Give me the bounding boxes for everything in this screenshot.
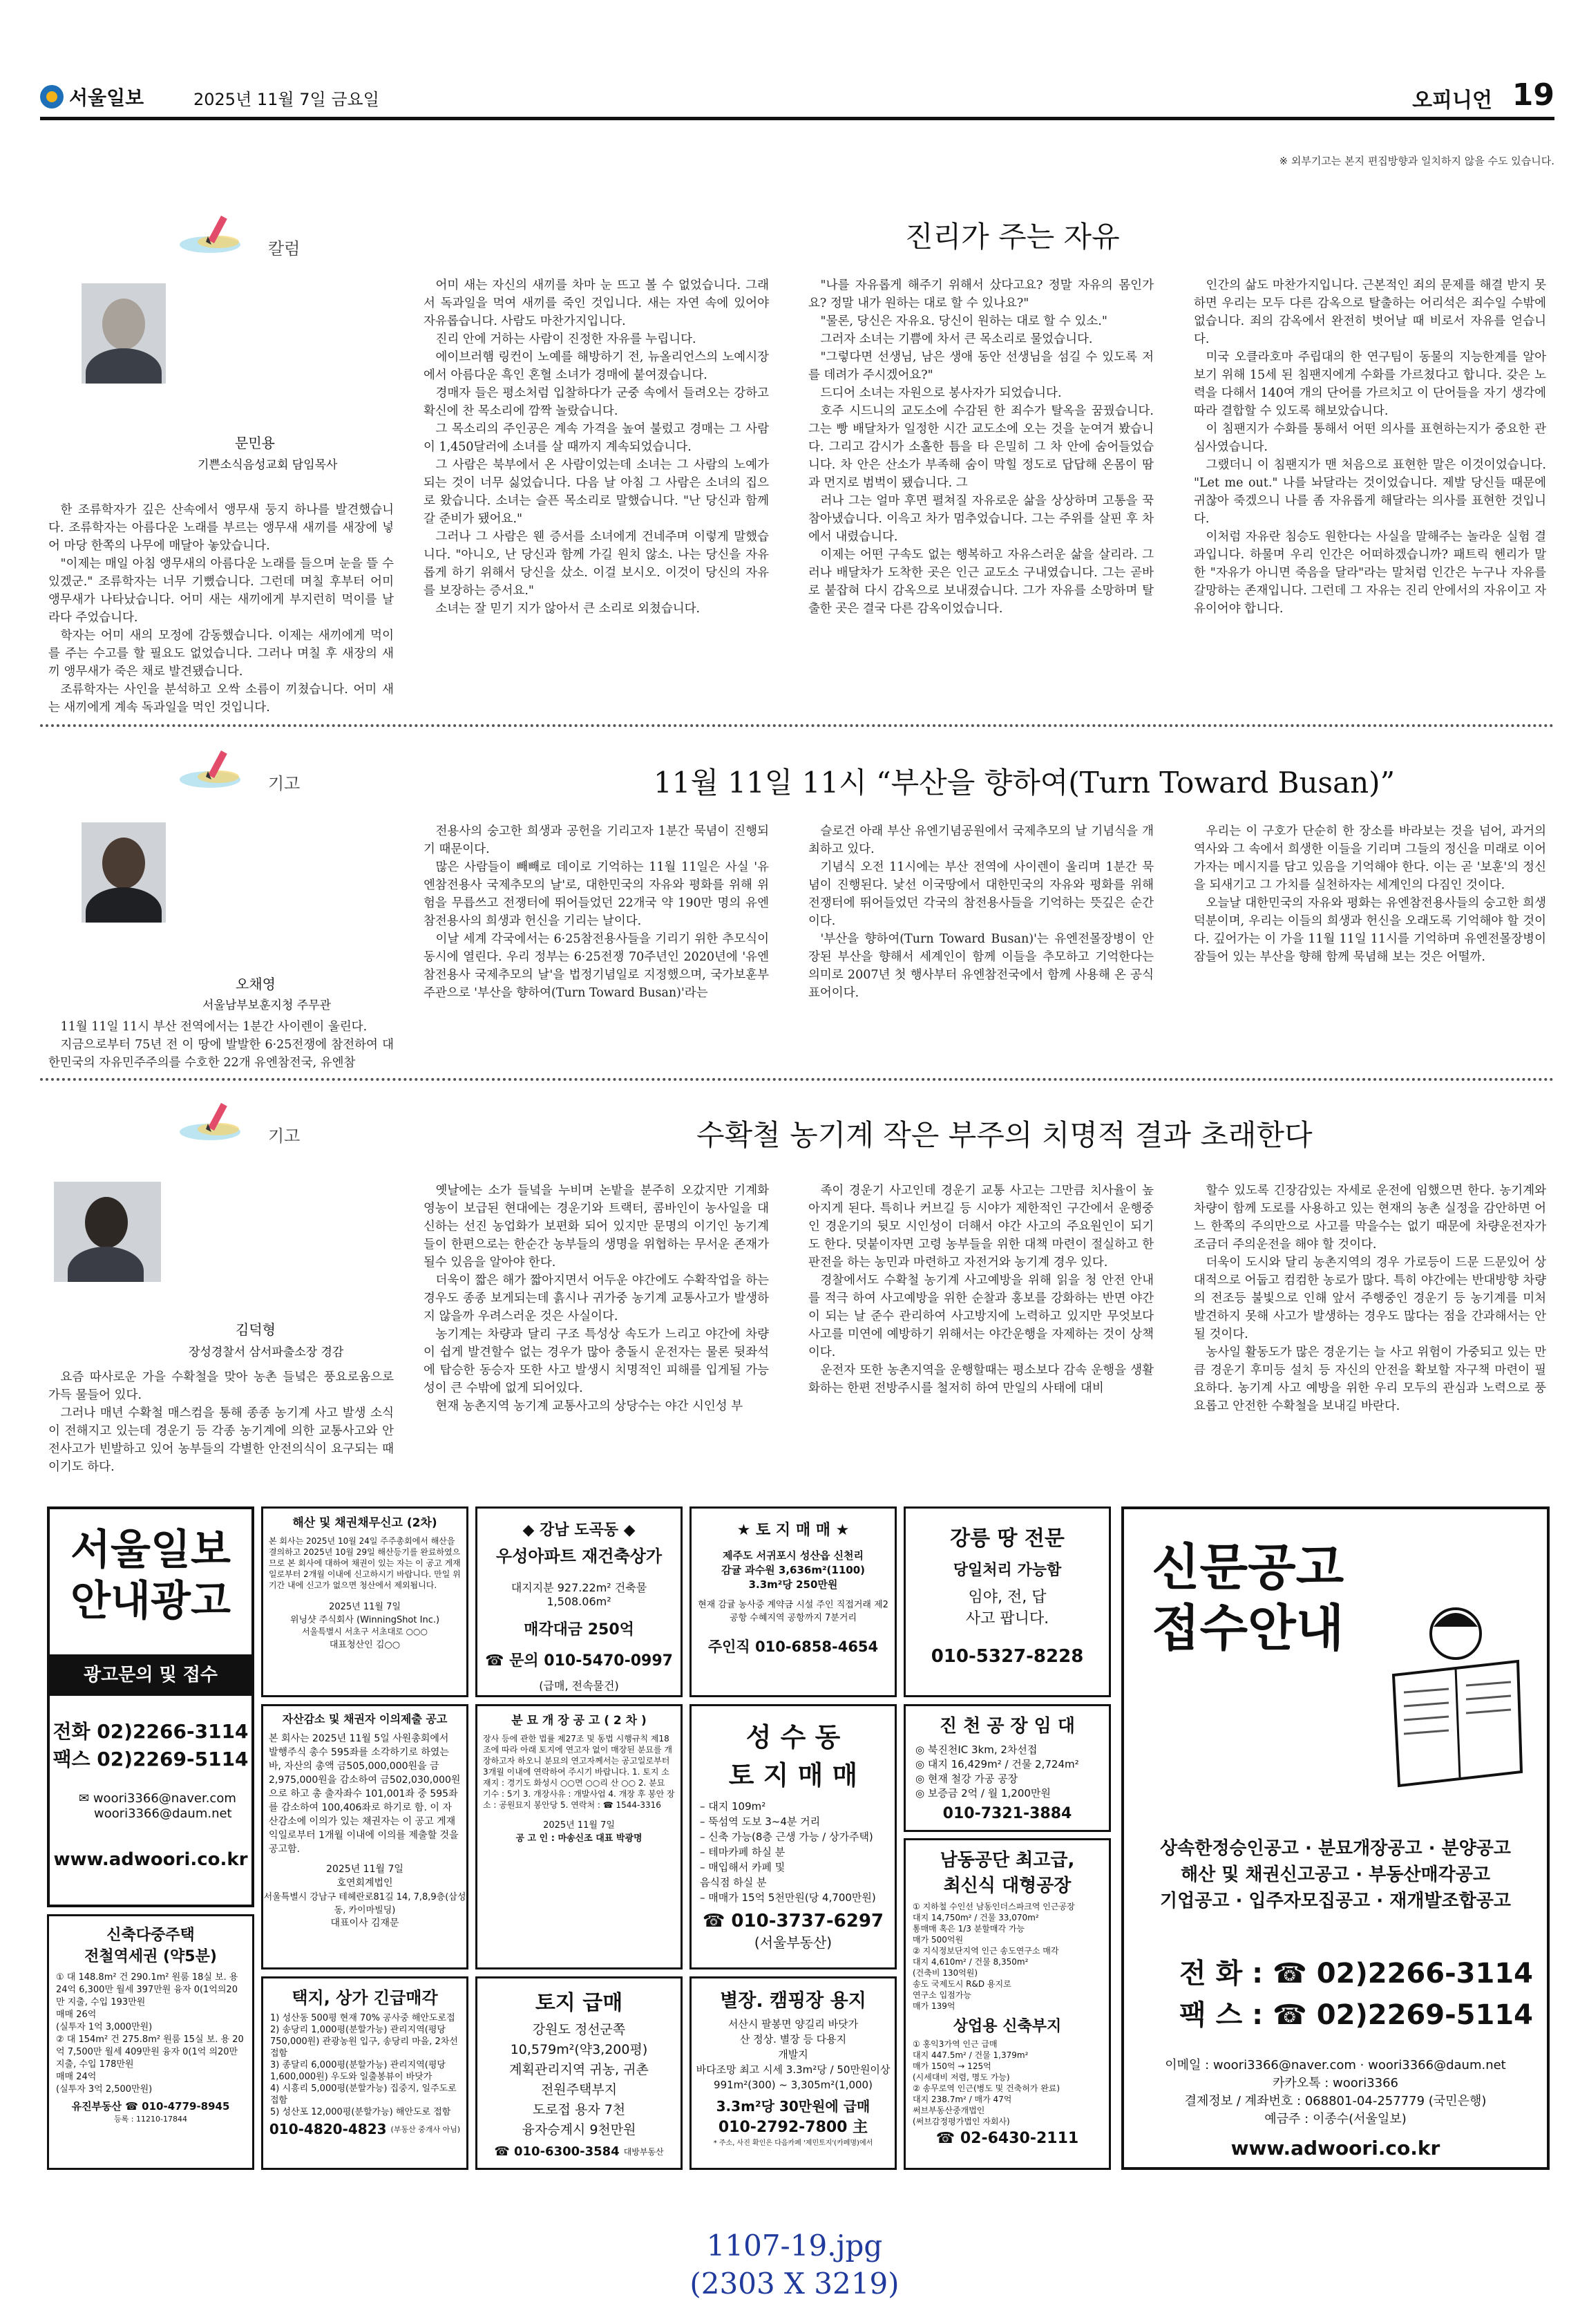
ad-jeju-land: ★ 토 지 매 매 ★ 제주도 서귀포시 성산읍 신천리 감귤 과수원 3,636m²(1100) 3.3m²당 250만원 현재 감귤 농사중 계약금 시설 주인 직접거래 제2공항 수혜지역 공항까지 7분거리 주인직 010-6858-4654 — [689, 1506, 897, 1697]
paragraph: 농기계는 차량과 달리 구조 특성상 속도가 느리고 야간에 차량이 쉽게 발견할수 없는 경우가 많아 충돌시 운전자는 물론 뒷좌석에 탑승한 동승자 또한 사고 발생시 치명적인 피해를 입게될 가능성이 큰 수밖에 없게 되어있다. — [424, 1328, 769, 1395]
paragraph: 11월 11일 11시 부산 전역에서는 1분간 사이렌이 울린다. — [60, 1020, 368, 1034]
list-item: 10,579m²(약3,200평) — [510, 2042, 648, 2057]
kicker: 기고 — [178, 739, 358, 802]
list-item: 써브부동산중개법인 — [913, 2106, 985, 2115]
paragraph: 전용사의 숭고한 희생과 공헌을 기리고자 1분간 묵념이 진행되기 때문이다. — [424, 824, 769, 856]
paragraph: 한 조류학자가 깊은 산속에서 앵무새 둥지 하나를 발견했습니다. 조류학자는 아름다운 노래를 부르는 앵무새 새끼를 새장에 넣어 마당 한쪽의 나무에 매달아 놓았습니다. — [48, 503, 394, 553]
list-item: 개발지 — [778, 2048, 808, 2061]
article-contribution — [40, 739, 1554, 1070]
list-item: (써브감정평가법인 자회사) — [913, 2117, 1010, 2126]
text-column — [48, 501, 394, 717]
list-item: – 테마카페 하실 분 — [700, 1846, 786, 1858]
list-item: 2) 송당리 1,000평(분할가능) 관리지역(평당 750,000원) 관광농원 입구, 송당리 마을, 2차선 접함 — [270, 2025, 458, 2059]
newspaper-reader-icon — [1380, 1599, 1532, 1793]
paragraph: 이처럼 자유란 침승도 원한다는 사실을 말해주는 놀라운 실험 결과입니다. 하물며 우리 인간은 어떠하겠습니까? 패트릭 헨리가 말한 "자유가 아니면 죽음을 달라"라는 말처럼 인간은 누구나 자유를 갈망하는 존재입니다. 그런데 그 자유는 진리 안에서의 자유이고 자유이어야 합니다. — [1194, 530, 1546, 616]
paper-logo — [40, 80, 144, 113]
divider — [40, 724, 1554, 727]
text-column — [424, 822, 769, 1002]
divider — [40, 1078, 1554, 1081]
list-item: 5) 성산포 12,000평(분할가능) 해안도로 접함 — [270, 2107, 451, 2117]
text-column — [424, 1182, 769, 1415]
list-item: 대지 14,750m² / 건물 33,070m² — [913, 1913, 1039, 1923]
paragraph: 진리 안에 거하는 사람이 진정한 자유를 누립니다. — [435, 332, 696, 346]
list-item: 강원도 정선군쪽 — [532, 2022, 626, 2037]
kicker: 칼럼 — [178, 205, 358, 267]
list-item: 4) 시흥리 5,000평(분할가능) 집중지, 일주도로 접함 — [270, 2084, 457, 2106]
list-item: 1) 성산동 500평 현재 70% 공사중 해안도로접 — [270, 2013, 455, 2023]
paragraph: 에이브러햄 링컨이 노예를 해방하기 전, 뉴올리언스의 노예시장에서 아름다운 흑인 혼혈 소녀가 경매에 붙여졌습니다. — [424, 350, 769, 382]
list-item: 3) 종달리 6,000평(분할가능) 관리지역(평당 1,600,000원) 우도와 일출봉뷰이 바닷가 — [270, 2060, 446, 2082]
paragraph: 경찰에서도 수확철 농기계 사고예방을 위해 읽을 청 안전 안내를 적극 하여 사고예방을 위한 순찰과 홍보를 강화하는 반면 야간이 되는 날 준수 관리하여 사고방지에 노력하고 있지만 무엇보다 사고를 미연에 예방하기 위해서는 야간운행을 자제하는 것이 상책이다. — [808, 1274, 1154, 1359]
paragraph: 이 침팬지가 수화를 통해서 어떤 의사를 표현하는지가 중요한 관심사였습니다. — [1194, 422, 1546, 454]
article-column — [40, 173, 1554, 726]
ad-gangneung-land: 강릉 땅 전문 당일처리 가능함 임야, 전, 답 사고 팝니다. 010-5327-8228 — [904, 1506, 1111, 1697]
ad-notice-info: 신문공고 접수안내 상속한정승인공고 · 분묘개장공고 · 분양공고 해산 및 채권신고공고 · 부동산매각공고 기업공고 · 입주자모집공고 · 재개발조합공고 전 화 : ☎ 02)2266-3114 팩 스 : ☎ 02)2269-5114 이메일 : woori3366@naver.com · woori3366@daum.net 카카오톡 : woori3366 결제정보 / 계좌번호 : 068801-04-257779 (국민은행) 예금주 : 이종수(서울일보) www.adwoori.co.kr — [1121, 1506, 1550, 2170]
size-caption: (2303 X 3219) — [689, 2267, 900, 2301]
paragraph: 어미 새는 자신의 새끼를 차마 눈 뜨고 볼 수 없었습니다. 그래서 독과일을 먹여 새끼를 죽인 것입니다. 새는 자연 속에 있어야 자유롭습니다. 사람도 마찬가지입니다. — [424, 278, 769, 328]
list-item: 매가 150억 → 125억 — [913, 2061, 991, 2071]
author-title: 기쁜소식음성교회 담임목사 — [198, 458, 338, 472]
paragraph: 경매자 들은 평소처럼 입찰하다가 군중 속에서 들려오는 강하고 확신에 찬 목소리에 깜짝 놀랐습니다. — [424, 386, 769, 418]
page-number: 19 — [1512, 77, 1554, 113]
paragraph: 더욱이 짧은 해가 짧아지면서 어두운 야간에도 수확작업을 하는 경우도 종종 보게되는데 흙시나 귀가중 농기계 교통사고가 발생하지 않을까 우려스러운 것은 사실이다. — [424, 1274, 769, 1323]
masthead — [40, 77, 1554, 120]
list-item: ② 송무로역 인근(병도 및 건축허가 완료) — [913, 2084, 1060, 2093]
text-column — [808, 1182, 1154, 1397]
paragraph: 그러자 소녀는 기쁨에 차서 큰 목소리로 물었습니다. — [820, 332, 1093, 346]
author-name: 김덕형 — [236, 1321, 276, 1338]
paragraph: 조류학자는 사인을 분석하고 오싹 소름이 끼쳤습니다. 어미 새는 새끼에게 계속 독과일을 먹인 것입니다. — [48, 683, 394, 715]
list-item: 대지 238.7m² / 매가 47억 — [913, 2095, 1012, 2104]
paragraph: 슬로건 아래 부산 유엔기념공원에서 국제추모의 날 기념식을 개최하고 있다. — [808, 824, 1154, 856]
paragraph: "이제는 매일 아침 앵무새의 아름다운 노래를 들으며 눈을 뜰 수 있겠군." 조류학자는 너무 기뻤습니다. 그런데 며칠 후부터 어미 앵무새가 나타났습니다. 어미 새는 새끼에게 부지런히 먹이를 날라다 주었습니다. — [48, 557, 394, 625]
paragraph: 우리는 이 구호가 단순히 한 장소를 바라보는 것을 넘어, 과거의 역사와 그 속에서 희생한 이들을 기리며 그들의 정신을 미래로 이어가자는 메시지를 담고 있음을 기억해야 한다. 이는 곧 '보훈'의 정신을 되새기고 그 가치를 실천하자는 세계인의 다짐인 것이다. — [1194, 824, 1546, 892]
paragraph: 그랬더니 이 침팬지가 맨 처음으로 표현한 말은 이것이었습니다. "Let me out." 나를 놔달라는 것이었습니다. 제발 당신들 때문에 귀찮아 죽겠으니 나를 좀 자유롭게 해달라는 의사를 표현한 것입니다. — [1194, 458, 1546, 526]
ad-grave-relocation: 분 묘 개 장 공 고 ( 2 차 ) 장사 등에 관한 법률 제27조 및 동법 시행규칙 제18조에 따라 아래 토지에 연고자 없이 매장된 분묘를 개장하고자 하오니 분묘의 연고자께서는 공고일로부터 3개월 이내에 연락하여 주시기 바랍니다. 1. 토지 소재지 : 경기도 화성시 ○○면 ○○리 산 ○○ 2. 분묘 기수 : 5기 3. 개장사유 : 개발사업 4. 개장 후 봉안 장소 : 공원묘지 봉안당 5. 연락처 : ☎ 1544-3316 2025년 11월 7일 공 고 인 : 마송신조 대표 박광명 — [475, 1704, 683, 1969]
headline: 11월 11일 11시 “부산을 향하여(Turn Toward Busan)” — [654, 766, 1396, 800]
list-item: 매매 24억 — [56, 2072, 97, 2082]
paragraph: 농사일 활동도가 많은 경운기는 늘 사고 위험이 가중되고 있는 만큼 경운기 후미등 설치 등 자신의 안전을 확보할 자구책 마련이 필요하다. 농기계 사고 예방을 위한 우리 모두의 관심과 노력으로 풍요롭고 안전한 수확철을 보내길 바란다. — [1194, 1345, 1546, 1413]
paper-name: 서울일보 — [69, 86, 144, 109]
ad-dissolution-notice: 해산 및 채권채무신고 (2차) 본 회사는 2025년 10월 24일 주주총회에서 해산을 결의하고 2025년 10월 29일 해산등기를 완료하였으므로 본 회사에 대하여 채권이 있는 자는 이 공고 게재일로부터 2개월 이내에 신고하시기 바랍니다. 만일 위 기간 내에 신고가 없으면 청산에서 제외됩니다. 2025년 11월 7일 위닝샷 주식회사 (WinningShot Inc.) 서울특별시 서초구 서초대로 ○○○ 대표청산인 김○○ — [261, 1506, 468, 1697]
paragraph: 인간의 삶도 마찬가지입니다. 근본적인 죄의 문제를 해결 받지 못하면 우리는 모두 다른 감옥으로 탈출하는 어리석은 죄수일 수밖에 없습니다. 죄의 감옥에서 완전히 벗어날 때 비로서 자유를 얻습니다. — [1194, 278, 1546, 346]
ad-main-box: 서울일보 안내광고 광고문의 및 접수 전화 02)2266-3114 팩스 02)2269-5114 ✉ woori3366@naver.com woori3366@daum.net www.adwoori.co.kr — [47, 1506, 254, 1907]
list-item: ① 대 148.8m² 건 290.1m² 원룸 18실 보. 용 24억 6,300만 월세 397만원 융자 0(1억의20만 지출, 수입 193만원 — [56, 1972, 238, 2007]
pen-icon — [178, 746, 275, 791]
list-item: – 매매가 15억 5천만원(당 4,700만원) — [700, 1891, 876, 1904]
paragraph: 러나 그는 얼마 후면 펼쳐질 자유로운 삶을 상상하며 고통을 꾹 참아냈습니다. 이윽고 차가 멈추었습니다. 그는 주위를 살핀 후 차에서 내렸습니다. — [808, 494, 1154, 544]
paragraph: 오늘날 대한민국의 자유와 평화는 유엔참전용사들의 숭고한 희생 덕분이며, 우리는 이들의 희생과 헌신을 오래도록 기억해야 할 것이다. 깊어가는 이 가을 11월 11일 11시를 기억하며 유엔전몰장병이 잠들어 있는 부산을 향해 함께 묵념해 보는 것은 어떨까. — [1194, 896, 1546, 964]
ad-jincheon-factory: 진 천 공 장 임 대 ◎ 북진천IC 3km, 2차선접 ◎ 대지 16,429m² / 건물 2,724m² ◎ 현재 철강 가공 공장 ◎ 보증금 2억 / 월 1,200만원 010-7321-3884 — [904, 1704, 1111, 1832]
paragraph: 더욱이 도시와 달리 농촌지역의 경우 가로등이 드문 드문있어 상대적으로 어둡고 컴컴한 농로가 많다. 특히 야간에는 반대방향 차량의 전조등 불빛으로 인해 앞서 주행중인 경운기 등 농기계를 미처 발견하지 못해 사고가 발생하는 경우도 많다는 점을 간과해서는 안될 것이다. — [1194, 1256, 1546, 1341]
paragraph: 운전자 또한 농촌지역을 운행할때는 평소보다 감속 운행을 생활화하는 한편 전방주시를 철저히 하여 만일의 사태에 대비 — [808, 1363, 1154, 1395]
ad-namdong-factory: 남동공단 최고급, 최신식 대형공장 ① 지하철 수인선 남동인더스파크역 인근공장 대지 14,750m² / 건물 33,070m² 통매매 혹은 1/3 분할매각 가능 매가 500억원 ② 지식정보단지역 인근 송도연구소 매각 대지 4,610m² / 건물 8,350m² (건축비 130억원) 송도 국제도시 R&D 용지로 연구소 입점가능 매가 139억 상업용 신축부지 ① 홍익3가역 인근 급매 대지 447.5m² / 건물 1,379m² 매가 150억 → 125억 (시세대비 저렴, 명도 가능) ② 송무로역 인근(병도 및 건축허가 완료) 대지 238.7m² / 매가 47억 써브부동산중개법인 (써브감정평가법인 자회사) ☎ 02-6430-2111 — [904, 1838, 1111, 2170]
paragraph: 그 목소리의 주인공은 계속 가격을 높여 불렀고 경매는 그 사람이 1,450달러에 소녀를 살 때까지 계속되었습니다. — [424, 422, 769, 454]
list-item: 융자승계시 9천만원 — [522, 2122, 636, 2137]
text-column — [808, 276, 1154, 618]
list-item: ◎ 북진천IC 3km, 2차선접 — [915, 1744, 1038, 1756]
list-item: 도로접 용자 7천 — [532, 2102, 626, 2117]
paragraph: 지금으로부터 75년 전 이 땅에 발발한 6·25전쟁에 참전하여 대한민국의 자유민주주의를 수호한 22개 유엔참전국, 유엔참 — [48, 1038, 394, 1070]
list-item: 대지 4,610m² / 건물 8,350m² — [913, 1957, 1029, 1967]
author-name: 문민용 — [235, 435, 275, 451]
list-item: ◎ 보증금 2억 / 월 1,200만원 — [915, 1787, 1051, 1799]
ad-land-urgent-sale: 택지, 상가 긴급매각 1) 성산동 500평 현재 70% 공사중 해안도로접 2) 송당리 1,000평(분할가능) 관리지역(평당 750,000원) 관광농원 입구, 송당리 마을, 2차선 접함 3) 종달리 6,000평(분할가능) 관리지역(평당 1,600,000원) 우도와 일출봉뷰이 바닷가 4) 시흥리 5,000평(분할가능) 집중지, 일주도로 접함 5) 성산포 12,000평(분할가능) 해안도로 접함 010-4820-4823 (부동산 중개사 아님) — [261, 1976, 468, 2170]
list-item: – 신축 가능(8층 근생 가능 / 상가주택) — [700, 1831, 873, 1843]
kicker: 기고 — [178, 1092, 358, 1154]
headline: 진리가 주는 자유 — [905, 220, 1120, 254]
paragraph: 현재 농촌지역 농기계 교통사고의 상당수는 야간 시인성 부 — [435, 1399, 743, 1413]
author-name: 오채영 — [236, 976, 276, 992]
text-column — [424, 276, 769, 618]
issue-date: 2025년 11월 7일 금요일 — [193, 90, 379, 109]
ad-capital-reduction: 자산감소 및 채권자 이의제출 공고 본 회사는 2025년 11월 5일 사원총회에서 발행주식 총수 595좌를 소각하기로 하였는바, 자산의 총액 금505,000,000원을 금2,975,000원을 감소하여 금502,030,000원으로 하고 총 출자좌수 101,001좌 중 595좌를 감소하여 100,406좌로 하기로 함. 이 자산감소에 이의가 있는 채권자는 이 공고 게재 익일로부터 1개월 이내에 이의를 제출할 것을 공고함. 2025년 11월 7일 호연회계법인 서울특별시 강남구 테헤란로81길 14, 7,8,9층(삼성동, 카이마빌딩) 대표이사 김재문 — [261, 1704, 468, 1969]
list-item: 음식점 하실 분 — [700, 1876, 767, 1889]
author-photo — [54, 1182, 161, 1282]
ad-seongsu-land: 성 수 동 토 지 매 매 – 대지 109m² – 뚝섬역 도보 3~4분 거리 – 신축 가능(8층 근생 가능 / 상가주택) – 테마카페 하실 분 – 매입해서 카페 및 음식점 하실 분 – 매매가 15억 5천만원(당 4,700만원) ☎ 010-3737-6297 (서울부동산) — [689, 1704, 897, 1969]
text-column — [808, 822, 1154, 1002]
paragraph: 이제는 어떤 구속도 없는 행복하고 자유스러운 삶을 살리라. 그러나 배달차가 도착한 곳은 인근 교도소 구내였습니다. 그는 곧바로 붙잡혀 다시 감옥으로 보내졌습니다. 그가 자유를 소망하며 탈출한 곳은 결국 다른 감옥이었습니다. — [808, 548, 1154, 616]
paragraph: 기념식 오전 11시에는 부산 전역에 사이렌이 울리며 1분간 묵념이 진행된다. 낯선 이국땅에서 대한민국의 자유와 평화를 위해 전쟁터에 뛰어들었던 각국의 참전용사들을 기억하는 뜻깊은 순간이다. — [808, 860, 1154, 928]
paragraph: 많은 사람들이 빼빼로 데이로 기억하는 11월 11일은 사실 '유엔참전용사 국제추모의 날'로, 대한민국의 자유와 평화를 위해 위험을 무릅쓰고 전쟁터에 뛰어들었던 22개국 약 190만 명의 유엔참전용사의 희생과 헌신을 기리는 날이다. — [424, 860, 769, 928]
author-photo — [82, 822, 166, 923]
article-contribution — [40, 1092, 1554, 1493]
author-title: 서울남부보훈지청 주무관 — [202, 999, 332, 1012]
paragraph: 학자는 어미 새의 모정에 감동했습니다. 이제는 새끼에게 먹이를 주는 수고를 할 필요도 없었습니다. 그러나 며칠 후 새장의 새끼 앵무새가 죽은 채로 발견됐습니다. — [48, 629, 394, 679]
author-title: 장성경찰서 삼서파출소장 경감 — [189, 1345, 344, 1359]
pen-icon — [178, 1099, 275, 1143]
disclaimer: ※ 외부기고는 본지 편집방향과 일치하지 않을 수도 있습니다. — [1279, 155, 1554, 167]
author-photo — [82, 283, 166, 384]
paragraph: 그러나 그 사람은 웬 증서를 소녀에게 건네주며 이렇게 말했습니다. "아니오, 난 당신과 함께 가길 원치 않소. 나는 당신을 자유롭게 하기 위해서 당신을 샀소. 이걸 보시오. 이것이 당신의 자유를 보장하는 증서요." — [424, 530, 769, 598]
list-item: – 매입해서 카페 및 — [700, 1861, 786, 1873]
list-item: 연구소 입점가능 — [913, 1990, 971, 2000]
list-item: 매가 139억 — [913, 2001, 955, 2011]
list-item: 대지 447.5m² / 건물 1,379m² — [913, 2050, 1029, 2060]
classified-ads — [40, 1500, 1554, 2177]
ad-multi-house: 신축다중주택 전철역세권 (약5분) ① 대 148.8m² 건 290.1m² 원룸 18실 보. 용 24억 6,300만 월세 397만원 융자 0(1억의20만 지출, 수입 193만원 매매 26억 (실투자 1억 3,000만원) ② 대 154m² 건 275.8m² 원룸 15실 보. 용 20억 7,500만 월세 409만원 융자 0(1억 의20만 지출, 수입 178만원 매매 24억 (실투자 3억 2,500만원) 유진부동산 ☎ 010-4779-8945 등록 : 11210-17844 — [47, 1914, 254, 2170]
paragraph: 소녀는 잘 믿기 지가 않아서 큰 소리로 외쳤습니다. — [435, 602, 701, 616]
list-item: (실투자 1억 3,000만원) — [56, 2022, 153, 2032]
list-item: ② 대 154m² 건 275.8m² 원룸 15실 보. 용 20억 7,500만 월세 409만원 융자 0(1억 의20만 지출, 수입 178만원 — [56, 2034, 244, 2070]
paragraph: 그러나 매년 수확철 매스컴을 통해 종종 농기계 사고 발생 소식이 전해지고 있는데 경운기 등 각종 농기계에 의한 교통사고와 안전사고가 빈발하고 있어 농부들의 각별한 안전의식이 요구되는 때이기도 하다. — [48, 1406, 394, 1474]
paragraph: 할수 있도록 긴장감있는 자세로 운전에 임했으면 한다. 농기계와 차량이 함께 도로를 사용하고 있는 현재의 농촌 실정을 감안하면 어느 한쪽의 주의만으로 사고를 막을수는 없기 때문에 차량운전자가 조금더 주의운전을 해야 할 것이다. — [1194, 1184, 1546, 1251]
list-item: ◎ 현재 철강 가공 공장 — [915, 1773, 1018, 1785]
list-item: – 뚝섬역 도보 3~4분 거리 — [700, 1815, 821, 1828]
paragraph: "나를 자유롭게 해주기 위해서 샀다고요? 정말 자유의 몸인가요? 정말 내가 원하는 대로 할 수 있나요?" — [808, 278, 1154, 310]
mail-icon: ✉ — [79, 1791, 90, 1806]
logo-icon — [40, 85, 64, 108]
list-item: 전원주택부지 — [540, 2082, 618, 2097]
list-item: (시세대비 저렴, 명도 가능) — [913, 2072, 1010, 2082]
paragraph: 족이 경운기 사고인데 경운기 교통 사고는 그만큼 치사율이 높아지게 된다. 특히나 커브길 등 시야가 제한적인 구간에서 운행중인 경운기의 뒷모 시인성이 더해서 야간 사고의 주요원인이 되기도 한다. 덧붙이자면 고령 농부들을 위한 대책 마련이 절실하고 한판전을 하는 농민과 마련하고 자전거와 농기계 경우 있다. — [808, 1184, 1154, 1269]
list-item: 계획관리지역 귀농, 귀촌 — [509, 2062, 649, 2077]
list-item: 산 정상. 별장 등 다용지 — [739, 2033, 847, 2046]
section-name: 오피니언 — [1412, 88, 1492, 113]
ad-gangnam-store: ◆ 강남 도곡동 ◆ 우성아파트 재건축상가 대지지분 927.22m² 건축물 1,508.06m² 매각대금 250억 ☎ 문의 010-5470-0997 (급매, 전속물건) — [475, 1506, 683, 1697]
paragraph: '부산을 향하여(Turn Toward Busan)'는 유엔전몰장병이 안장된 부산을 향해서 세계인이 함께 이들을 추모하고 기억한다는 의미로 2007년 첫 행사부터 유엔참전국에서 함께 사용해 온 공식 표어이다. — [808, 932, 1154, 1000]
pen-icon — [178, 211, 275, 256]
text-column — [1194, 822, 1546, 966]
ad-jeongseon-land: 토지 급매 강원도 정선군쪽 10,579m²(약3,200평) 계획관리지역 귀농, 귀촌 전원주택부지 도로접 용자 7천 융자승계시 9천만원 ☎ 010-6300-3584 대방부동산 — [475, 1976, 683, 2170]
paragraph: 호주 시드니의 교도소에 수감된 한 죄수가 탈옥을 꿈꿨습니다. 그는 빵 배달차가 일정한 시간 교도소에 오는 것을 눈여겨 봤습니다. 그리고 감시가 소홀한 틈을 타 은밀히 그 차 안에 숨어들었습니다. 차 안은 산소가 부족해 숨이 막힐 정도로 답답해 온몸이 땀과 먼지로 범벅이 됐습니다. 그 — [808, 404, 1154, 490]
paragraph: 요즘 따사로운 가을 수확철을 맞아 농촌 들녘은 풍요로움으로 가득 물들어 있다. — [48, 1370, 394, 1402]
list-item: 991m²(300) ~ 3,305m²(1,000) — [714, 2079, 873, 2091]
text-column — [1194, 276, 1546, 618]
list-item: – 대지 109m² — [700, 1800, 766, 1813]
file-caption: 1107-19.jpg — [706, 2229, 883, 2262]
list-item: (실투자 3억 2,500만원) — [56, 2084, 153, 2095]
ad-villa-camping-land: 별장. 캠핑장 용지 서산시 팔봉면 양길리 바닷가 산 정상. 별장 등 다용지 개발지 바다조망 최고 시세 3.3m²당 / 50만원이상 991m²(300) ~ 3,305m²(1,000) 3.3m²당 30만원에 급매 010-2792-7800 主 * 주소, 사진 확인은 다음카페 '제민토지'(카페명)에서 — [689, 1976, 897, 2170]
list-item: 매매 26억 — [56, 2010, 97, 2020]
paragraph: "물론, 당신은 자유요. 당신이 원하는 대로 할 수 있소." — [820, 314, 1107, 328]
list-item: 송도 국제도시 R&D 용지로 — [913, 1979, 1011, 1989]
list-item: (건축비 130억원) — [913, 1968, 978, 1978]
paragraph: 그 사람은 북부에서 온 사람이었는데 소녀는 그 사람의 노예가 되는 것이 너무 싫었습니다. 다음 날 아침 그 사람은 소녀의 집으로 왔습니다. 소녀는 슬픈 목소리로 말했습니다. "난 당신과 함께 갈 준비가 됐어요." — [424, 458, 769, 526]
list-item: 바다조망 최고 시세 3.3m²당 / 50만원이상 — [696, 2063, 891, 2076]
list-item: ① 지하철 수인선 남동인더스파크역 인근공장 — [913, 1902, 1075, 1911]
text-column — [48, 1368, 394, 1476]
paragraph: 미국 오클라호마 주립대의 한 연구팀이 동물의 지능한계를 알아보기 위해 15세 된 침팬지에게 수화를 가르쳤다고 합니다. 갖은 노력을 다해서 140여 개의 단어를 가르치고 이 단어들을 자기 생각에 따라 결합할 수 있도록 해보았습니다. — [1194, 350, 1546, 418]
paragraph: 옛날에는 소가 들녘을 누비며 논밭을 분주히 오갔지만 기계화 영농이 보급된 현대에는 경운기와 트랙터, 콤바인이 농사일을 대신하는 선진 농업화가 보편화 되어 있지만 문명의 이기인 농기계들이 한편으로는 한순간 농부들의 생명을 위협하는 무서운 존재가 될수 있음을 알아야 한다. — [424, 1184, 769, 1269]
list-item: ◎ 대지 16,429m² / 건물 2,724m² — [915, 1758, 1079, 1770]
list-item: ① 홍익3가역 인근 급매 — [913, 2039, 998, 2049]
paragraph: 이날 세계 각국에서는 6·25참전용사들을 기리기 위한 추모식이 동시에 열린다. 우리 정부는 6·25전쟁 70주년인 2020년에 '유엔참전용사 국제추모의 날'을 법정기념일로 지정했으며, 국가보훈부 주관으로 '부산을 향하여(Turn Toward Busan)'라는 — [424, 932, 769, 1000]
list-item: 서산시 팔봉면 양길리 바닷가 — [727, 2018, 859, 2030]
paragraph: 드디어 소녀는 자원으로 봉사자가 되었습니다. — [820, 386, 1062, 400]
paragraph: "그렇다면 선생님, 남은 생애 동안 선생님을 섬길 수 있도록 저를 데려가 주시겠어요?" — [808, 350, 1154, 382]
headline: 수확철 농기계 작은 부주의 치명적 결과 초래한다 — [696, 1118, 1313, 1152]
list-item: 통매매 혹은 1/3 분할매각 가능 — [913, 1924, 1025, 1934]
text-column — [1194, 1182, 1546, 1415]
text-column — [48, 1018, 394, 1072]
list-item: 매가 500억원 — [913, 1935, 964, 1945]
list-item: ② 지식정보단지역 인근 송도연구소 매각 — [913, 1946, 1059, 1956]
